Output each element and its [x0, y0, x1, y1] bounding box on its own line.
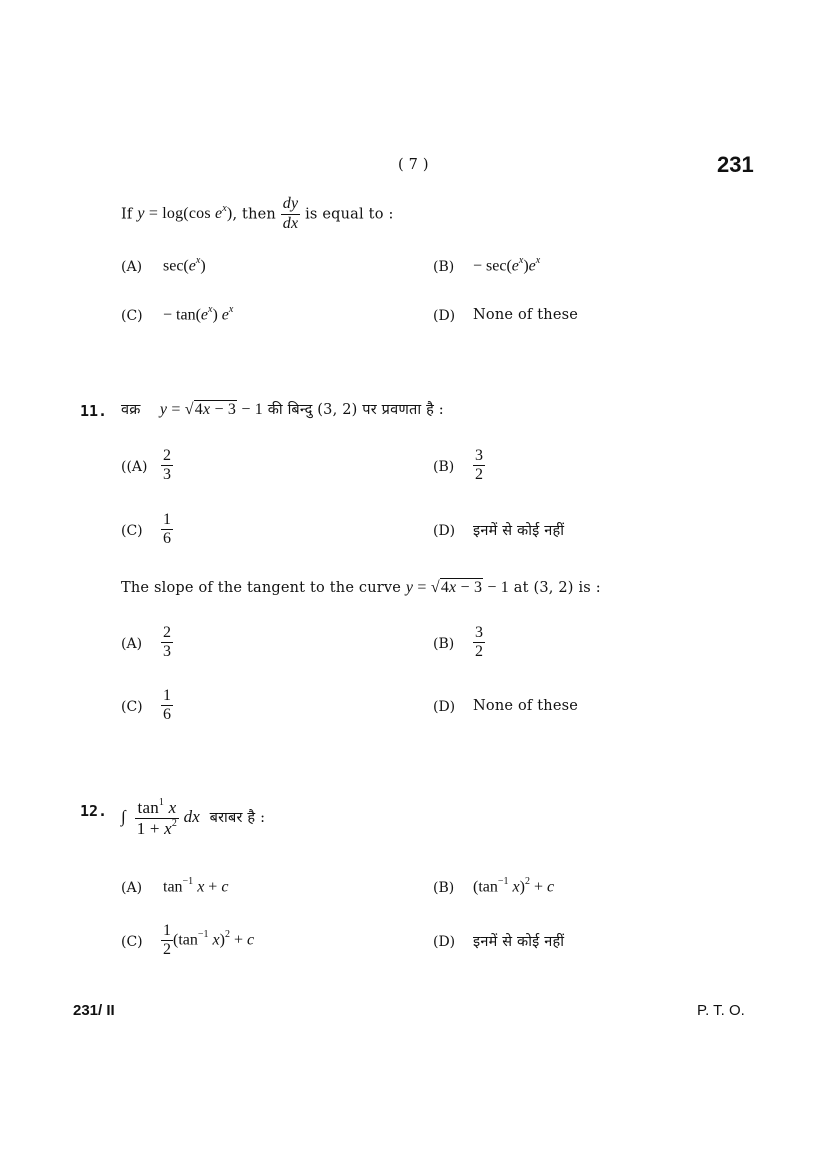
q10-option-a-label: (A)	[121, 259, 143, 275]
q10-option-b-label: (B)	[433, 259, 455, 275]
q11-hi-option-a: $\frac{2}{3}$	[163, 447, 171, 484]
paper-code: 231	[717, 152, 754, 177]
q11-curve-expr-english: y = √4x − 3 − 1	[405, 579, 509, 596]
question-12-number: 12.	[80, 802, 108, 820]
q11-hi-option-c: $\frac{1}{6}$	[163, 511, 171, 548]
footer-pto: P. T. O.	[697, 1002, 745, 1019]
q12-option-b-label: (B)	[433, 880, 455, 896]
q10-option-c: − $\tan(e^x)$ $e^x$	[163, 304, 234, 324]
q11-en-option-a: $\frac{2}{3}$	[163, 624, 171, 661]
q11-hi-option-d: इनमें से कोई नहीं	[473, 523, 565, 539]
q12-option-c-label: (C)	[121, 934, 143, 950]
question-11-stem-english: The slope of the tangent to the curve y = √4x − 3 − 1 at (3, 2) is :	[121, 579, 601, 596]
q12-option-c: $\frac{1}{2}$ ($\tan^{-1}$ x)$^2$ + c	[163, 922, 255, 959]
page-number: ( 7 )	[398, 157, 429, 173]
q10-option-d: None of these	[473, 307, 579, 323]
q12-option-d-label: (D)	[433, 934, 456, 950]
q11-hi-option-b-label: (B)	[433, 459, 455, 475]
q12-integral-expr: ∫ $\frac{\tan^1 x}{1 + x^2}$ dx	[121, 797, 201, 838]
q11-en-option-c-label: (C)	[121, 699, 143, 715]
q11-hi-option-c-label: (C)	[121, 523, 143, 539]
question-10-stem: If y = log(cos $e^x$), then $\frac{dy}{dx}$ is equal to :	[121, 195, 394, 232]
q10-derivative: $\frac{dy}{dx}$	[282, 195, 299, 232]
q11-en-option-c: $\frac{1}{6}$	[163, 687, 171, 724]
q12-option-a-label: (A)	[121, 880, 143, 896]
q12-option-b: ($\tan^{-1}$ x)$^2$ + c	[473, 876, 555, 896]
q11-en-option-b-label: (B)	[433, 636, 455, 652]
q11-hi-option-a-label: ((A)	[121, 459, 148, 475]
q11-en-option-b: $\frac{3}{2}$	[475, 624, 483, 661]
question-11-stem-hindi: वक्र y = √4x − 3 − 1 की बिन्दु (3, 2) पर प्रवणता है :	[121, 401, 444, 418]
q11-en-option-d: None of these	[473, 698, 579, 714]
q10-option-a: $\sec(e^x)$	[163, 255, 206, 275]
q10-option-c-label: (C)	[121, 308, 143, 324]
q11-en-option-d-label: (D)	[433, 699, 456, 715]
q11-curve-expr-hindi: y = √4x − 3 − 1	[159, 401, 263, 418]
q10-function-expr: y = log(cos $e^x$)	[137, 203, 233, 223]
q10-option-b: − $\sec(e^x)e^x$	[473, 255, 541, 275]
q12-option-a: $\tan^{-1} x + c$	[163, 876, 229, 896]
q10-option-d-label: (D)	[433, 308, 456, 324]
q12-option-d: इनमें से कोई नहीं	[473, 934, 565, 950]
footer-paper-code: 231/ II	[73, 1002, 115, 1019]
question-11-number: 11.	[80, 402, 108, 420]
question-12-stem: ∫ $\frac{\tan^1 x}{1 + x^2}$ dx बराबर है :	[121, 797, 266, 838]
q11-hi-option-d-label: (D)	[433, 523, 456, 539]
q11-hi-option-b: $\frac{3}{2}$	[475, 447, 483, 484]
q11-en-option-a-label: (A)	[121, 636, 143, 652]
